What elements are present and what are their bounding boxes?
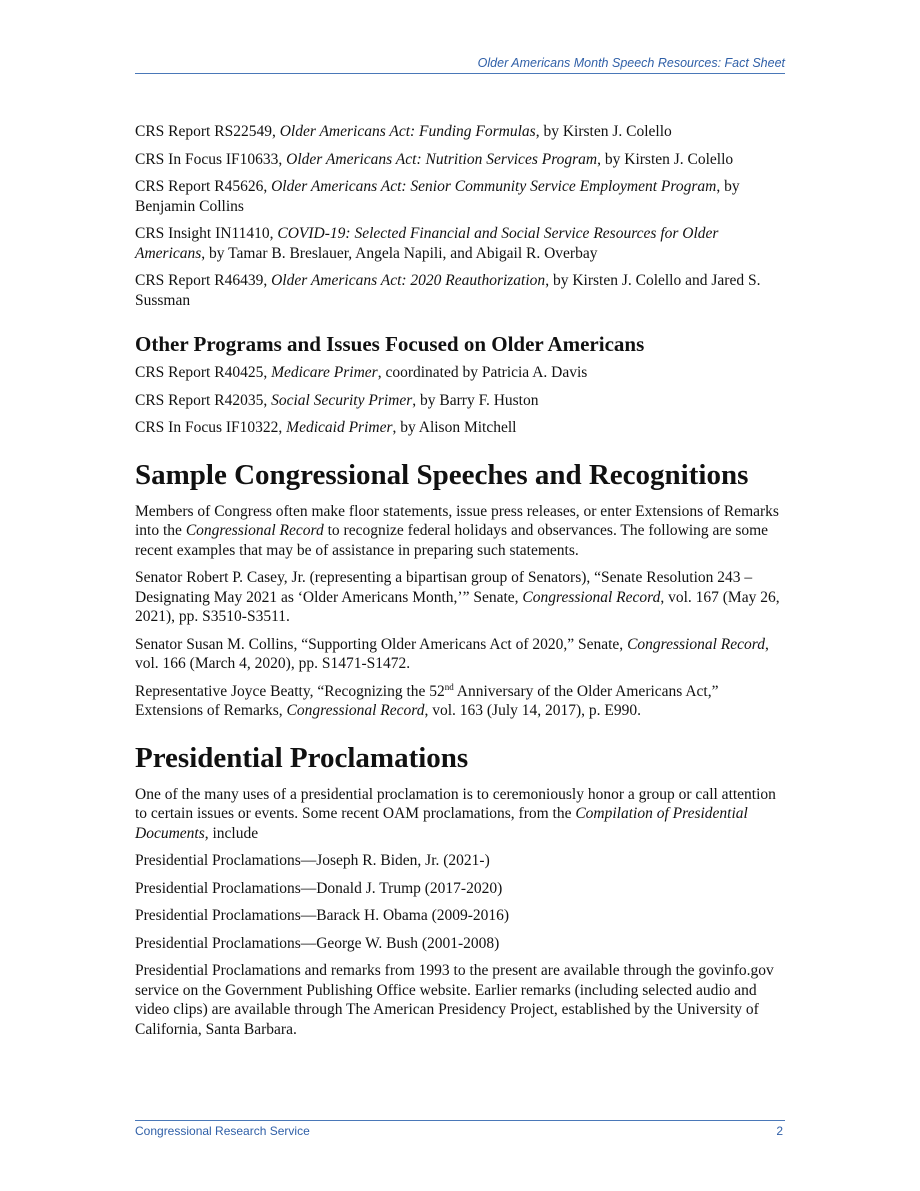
ref-nutrition-services: CRS In Focus IF10633, Older Americans Act: Nutrition Services Program, by Kirsten J. Colello (135, 150, 734, 168)
proclamations-closing: Presidential Proclamations and remarks from 1993 to the present are available through the govinfo.gov service on the Government Publishing Office website. Earlier remarks (including selected audio and video clips) are available through The American Presidency Project, established by the University of California, Santa Barbara. (135, 962, 774, 1038)
other-programs-heading: Other Programs and Issues Focused on Older Americans (135, 332, 645, 356)
speech-beatty: Representative Joyce Beatty, “Recognizing the 52nd Anniversary of the Older Americans Act,” Extensions of Remarks, Congressional Record, vol. 163 (July 14, 2017), p. E990. (135, 681, 719, 719)
footer-org: Congressional Research Service (135, 1124, 310, 1138)
ref-2020-reauthorization: CRS Report R46439, Older Americans Act: 2020 Reauthorization, by Kirsten J. Colello and Jared S. Sussman (135, 272, 761, 309)
proclamation-obama: Presidential Proclamations—Barack H. Obama (2009-2016) (135, 907, 510, 924)
speeches-intro: Members of Congress often make floor statements, issue press releases, or enter Extensions of Remarks into the Congressional Record to recognize federal holidays and observances. The following are some recent examples that may be of assistance in preparing such statements. (135, 502, 779, 559)
running-header (135, 54, 785, 74)
page-number: 2 (776, 1124, 783, 1138)
speech-collins: Senator Susan M. Collins, “Supporting Older Americans Act of 2020,” Senate, Congressional Record, vol. 166 (March 4, 2020), pp. S1471-S1472. (135, 635, 769, 672)
proclamation-biden: Presidential Proclamations—Joseph R. Biden, Jr. (2021-) (135, 852, 490, 869)
page-footer (135, 1120, 785, 1138)
ref-funding-formulas: CRS Report RS22549, Older Americans Act: Funding Formulas, by Kirsten J. Colello (135, 123, 672, 140)
speech-casey: Senator Robert P. Casey, Jr. (representing a bipartisan group of Senators), “Senate Resolution 243 – Designating May 2021 as ‘Older Americans Month,’” Senate, Congressional Record, vol. 167 (May 26, 2021), pp. S3510-S3511. (135, 569, 780, 625)
header-title: Older Americans Month Speech Resources: Fact Sheet (477, 56, 785, 70)
proclamation-trump: Presidential Proclamations—Donald J. Trump (2017-2020) (135, 879, 503, 897)
ref-senior-employment: CRS Report R45626, Older Americans Act: Senior Community Service Employment Program, by Benjamin Collins (135, 178, 740, 215)
proclamation-bush: Presidential Proclamations—George W. Bush (2001-2008) (135, 934, 500, 952)
ref-medicaid-primer: CRS In Focus IF10322, Medicaid Primer, by Alison Mitchell (135, 419, 517, 436)
ref-medicare-primer: CRS Report R40425, Medicare Primer, coordinated by Patricia A. Davis (135, 364, 588, 381)
speeches-heading: Sample Congressional Speeches and Recognitions (135, 458, 749, 491)
ref-covid-resources: CRS Insight IN11410, COVID-19: Selected Financial and Social Service Resources for Older Americans, by Tamar B. Breslauer, Angela Napili, and Abigail R. Overbay (135, 225, 719, 262)
ref-social-security-primer: CRS Report R42035, Social Security Primer, by Barry F. Huston (135, 391, 539, 409)
proclamations-intro: One of the many uses of a presidential proclamation is to ceremoniously honor a group or call attention to certain issues or events. Some recent OAM proclamations, from the Compilation of Presidential Documents, include (135, 785, 776, 842)
page-content (135, 122, 785, 1047)
proclamations-heading: Presidential Proclamations (135, 741, 469, 774)
